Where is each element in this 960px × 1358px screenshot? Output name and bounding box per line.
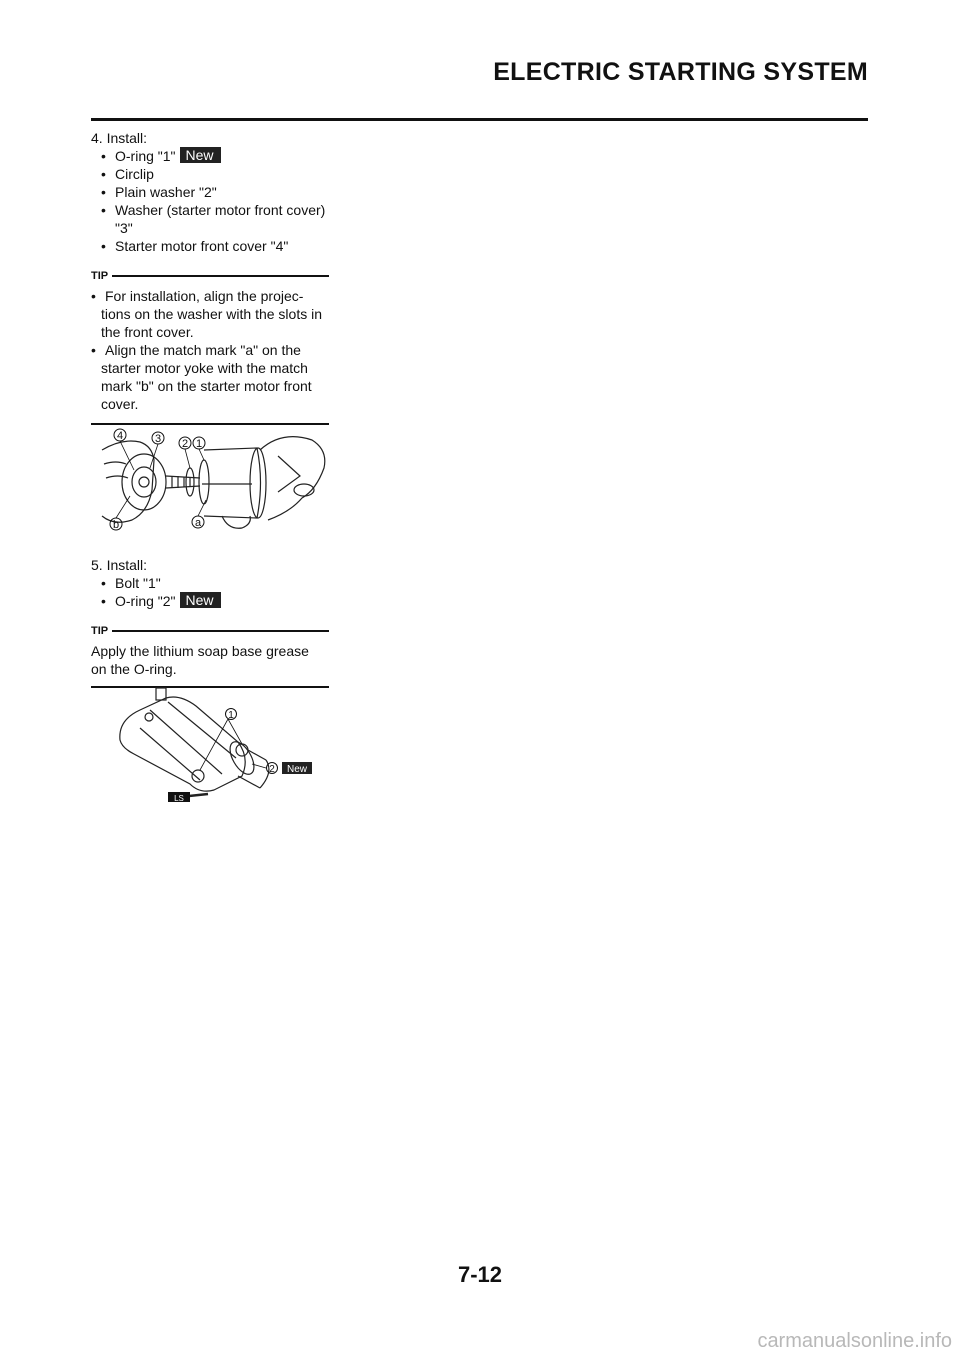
tip-text: Apply the lithium soap base grease: [91, 643, 309, 659]
tip-item: • For installation, align the projec-: [91, 288, 304, 304]
callout-b: b: [112, 519, 120, 531]
tip-item-cont: the front cover.: [101, 324, 194, 340]
washer-shape: [199, 460, 209, 504]
callout-3: 3: [154, 433, 162, 445]
list-item: • O-ring "2" New: [101, 592, 329, 610]
front-cover-shape: [122, 454, 166, 510]
callout-2: 2: [269, 764, 275, 775]
step-4-block: [91, 129, 329, 425]
page-title: ELECTRIC STARTING SYSTEM: [493, 58, 868, 86]
tip-item: • Align the match mark "a" on the: [91, 342, 301, 358]
list-item: • Washer (starter motor front cover): [101, 202, 326, 218]
tip-heading: TIP: [91, 267, 329, 285]
list-item: • Circlip: [101, 166, 154, 182]
tip-heading: TIP: [91, 622, 329, 640]
callout-2: 2: [181, 438, 189, 450]
list-item: • Bolt "1": [101, 575, 161, 591]
watermark: carmanualsonline.info: [757, 1330, 952, 1352]
tip-item-cont: mark "b" on the starter motor front: [101, 378, 312, 394]
new-badge: New: [180, 592, 221, 608]
new-badge: New: [180, 147, 221, 163]
list-item: • Plain washer "2": [101, 184, 217, 200]
list-item: • O-ring "1" New: [101, 147, 329, 165]
tip-text: on the O-ring.: [91, 661, 177, 677]
starter-motor-assembly-figure: [92, 420, 332, 550]
step-5-heading: 5. Install:: [91, 557, 148, 573]
step-4-heading: 4. Install:: [91, 130, 148, 146]
list-item: • Starter motor front cover "4": [101, 238, 289, 254]
tip-item-cont: tions on the washer with the slots in: [101, 306, 323, 322]
callout-4: 4: [116, 430, 124, 442]
right-hand-outline: [260, 437, 325, 520]
callout-1: 1: [195, 438, 203, 450]
starter-motor-bolt-figure: [110, 680, 330, 810]
page-number: 7-12: [457, 1262, 503, 1287]
new-badge-label: New: [286, 764, 308, 775]
step-5-block: [91, 556, 329, 688]
grease-symbol-label: LS: [174, 794, 184, 803]
callout-a: a: [194, 517, 202, 529]
tip-item-cont: starter motor yoke with the match: [101, 360, 308, 376]
list-item-continuation: "3": [115, 220, 133, 236]
callout-1: 1: [228, 710, 234, 721]
tip-item-cont: cover.: [101, 396, 139, 412]
header-rule: [91, 118, 868, 121]
